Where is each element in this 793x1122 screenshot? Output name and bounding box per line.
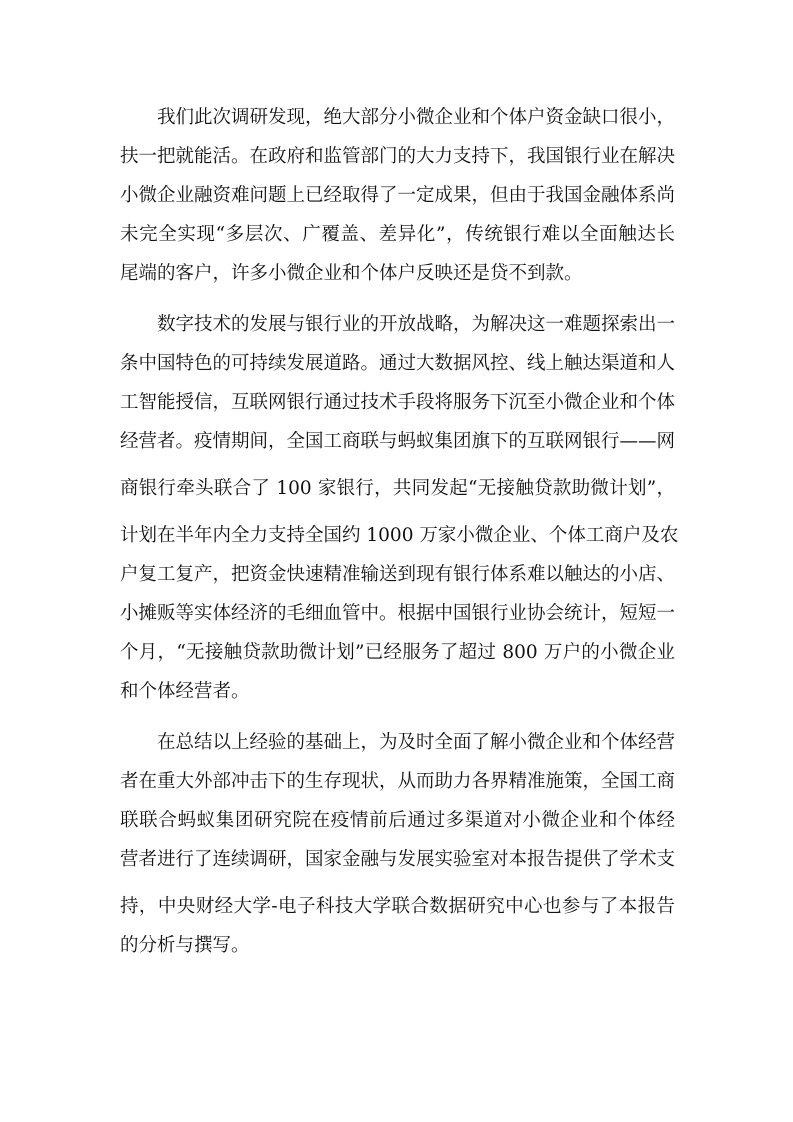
paragraph-1-line-3: 小微企业融资难问题上已经取得了一定成果，但由于我国金融体系尚: [120, 185, 676, 206]
paragraph-1-line-5: 尾端的客户，许多小微企业和个体户反映还是贷不到款。: [120, 263, 583, 284]
paragraph-2-line-10: 和个体经营者。: [120, 681, 250, 702]
paragraph-3-line-3: 联联合蚂蚁集团研究院在疫情前后通过多渠道对小微企业和个体经: [120, 810, 675, 831]
paragraph-2-line-8: 小摊贩等实体经济的毛细血管中。根据中国银行业协会统计，短短一: [120, 603, 676, 624]
paragraph-3-line-2: 者在重大外部冲击下的生存现状，从而助力各界精准施策，全国工商: [120, 771, 676, 792]
paragraph-2-line-1: 数字技术的发展与银行业的开放战略，为解决这一难题探索出一: [157, 314, 676, 335]
paragraph-2-line-2: 条中国特色的可持续发展道路。通过大数据风控、线上触达渠道和人: [120, 353, 676, 374]
paragraph-3-line-1: 在总结以上经验的基础上，为及时全面了解小微企业和个体经营: [157, 732, 676, 753]
paragraph-3-line-4: 营者进行了连续调研，国家金融与发展实验室对本报告提供了学术支: [120, 849, 676, 870]
paragraph-3-line-6: 的分析与撰写。: [120, 935, 250, 956]
paragraph-2-line-5: 商银行牵头联合了 100 家银行，共同发起“无接触贷款助微计划”，: [120, 478, 675, 499]
paragraph-2-line-6: 计划在半年内全力支持全国约 1000 万家小微企业、个体工商户及农: [120, 525, 679, 546]
paragraph-2-line-4: 经营者。疫情期间，全国工商联与蚂蚁集团旗下的互联网银行——网: [120, 431, 676, 452]
paragraph-1-line-1: 我们此次调研发现，绝大部分小微企业和个体户资金缺口很小，: [157, 107, 676, 128]
paragraph-3-line-5: 持，中央财经大学-电子科技大学联合数据研究中心也参与了本报告: [120, 896, 675, 917]
paragraph-2-line-9: 个月，“无接触贷款助微计划”已经服务了超过 800 万户的小微企业: [120, 642, 675, 663]
paragraph-2-line-7: 户复工复产，把资金快速精准输送到现有银行体系难以触达的小店、: [120, 564, 676, 585]
paragraph-1-line-4: 未完全实现“多层次、广覆盖、差异化”，传统银行难以全面触达长: [120, 224, 675, 245]
paragraph-1-line-2: 扶一把就能活。在政府和监管部门的大力支持下，我国银行业在解决: [120, 146, 676, 167]
paragraph-2-line-3: 工智能授信，互联网银行通过技术手段将服务下沉至小微企业和个体: [120, 392, 676, 413]
